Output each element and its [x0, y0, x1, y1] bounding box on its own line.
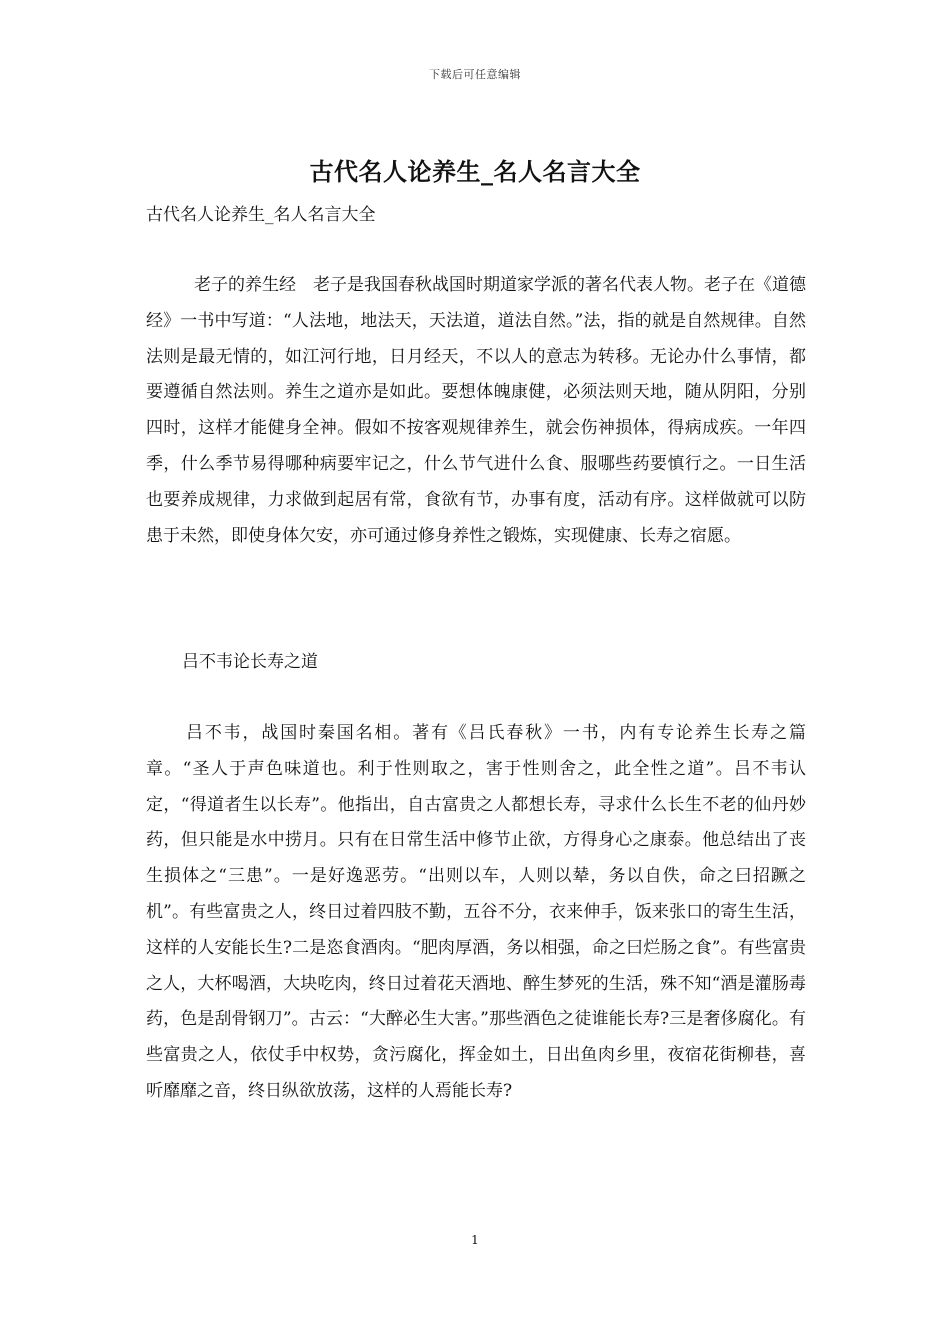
- section-heading-lvbuwei: 吕不韦论长寿之道: [182, 652, 318, 672]
- page-number: 1: [471, 1233, 479, 1247]
- page-header: 下载后可任意编辑: [429, 68, 521, 81]
- document-subtitle: 古代名人论养生_名人名言大全: [146, 205, 376, 225]
- document-title: 古代名人论养生_名人名言大全: [309, 157, 641, 186]
- paragraph-laozi: 老子的养生经 老子是我国春秋战国时期道家学派的著名代表人物。老子在《道德经》一书中写道：“人法地，地法天，天法道，道法自然。”法，指的就是自然规律。自然法则是最无情的，如江河行地，日月经天，不以人的意志为转移。无论办什么事情，都要遵循自然法则。养生之道亦是如此。要想体魄康健，必须法则天地，随从阴阳，分别四时，这样才能健身全神。假如不按客观规律养生，就会伤神损体，得病成疾。一年四季，什么季节易得哪种病要牢记之，什么节气进什么食、服哪些药要慎行之。一日生活也要养成规律，力求做到起居有常，食欲有节，办事有度，活动有序。这样做就可以防患于未然，即使身体欠安，亦可通过修身养性之锻炼，实现健康、长寿之宿愿。: [146, 275, 806, 546]
- paragraph-lvbuwei: 吕不韦，战国时秦国名相。著有《吕氏春秋》一书，内有专论养生长寿之篇章。“圣人于声色味道也。利于性则取之，害于性则舍之，此全性之道”。吕不韦认定，“得道者生以长寿”。他指出，自古富贵之人都想长寿，寻求什么长生不老的仙丹妙药，但只能是水中捞月。只有在日常生活中修节止欲，方得身心之康泰。他总结出了丧生损体之“三患”。一是好逸恶劳。“出则以车，人则以辇，务以自佚，命之曰招蹶之机”。有些富贵之人，终日过着四肢不勤，五谷不分，衣来伸手，饭来张口的寄生生活，这样的人安能长生?二是恣食酒肉。“肥肉厚酒，务以相强，命之曰烂肠之食”。有些富贵之人，大杯喝酒，大块吃肉，终日过着花天酒地、醉生梦死的生活，殊不知“酒是灌肠毒药，色是刮骨钢刀”。古云：“大醉必生大害。”那些酒色之徒谁能长寿?三是奢侈腐化。有些富贵之人，依仗手中权势，贪污腐化，挥金如土，日出鱼肉乡里，夜宿花街柳巷，喜听靡靡之音，终日纵欲放荡，这样的人焉能长寿?: [146, 723, 806, 1101]
